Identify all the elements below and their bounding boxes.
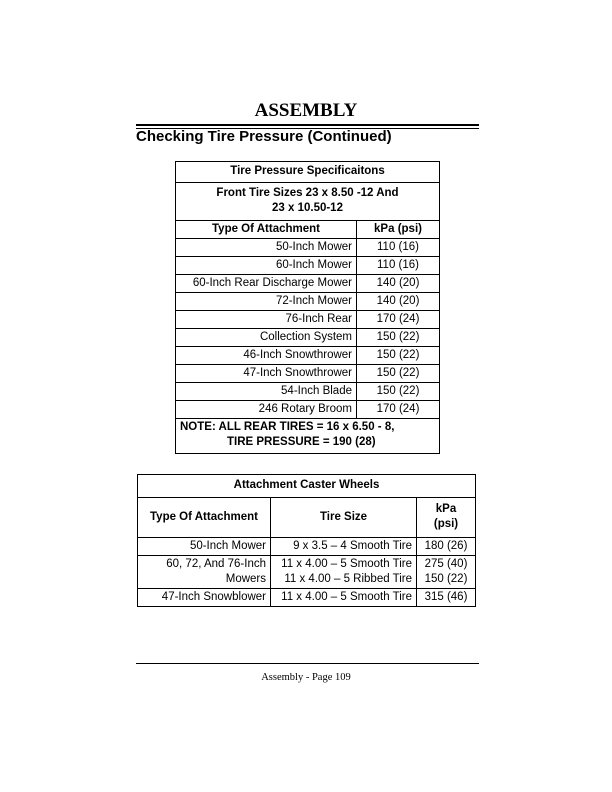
tire-pressure-spec-table bbox=[175, 161, 440, 454]
table-row bbox=[176, 329, 440, 347]
table-row bbox=[176, 311, 440, 329]
page-header: ASSEMBLY bbox=[254, 100, 358, 121]
attachment-text: Mowers bbox=[225, 573, 266, 585]
pressure-cell: 150 (22) bbox=[357, 329, 440, 347]
spec-table-title: Tire Pressure Specificaitons bbox=[176, 162, 440, 183]
attachment-cell bbox=[138, 589, 271, 607]
attachment-cell: 46-Inch Snowthrower bbox=[176, 347, 357, 365]
kpa-text: 275 (40) bbox=[424, 558, 468, 570]
table-row bbox=[176, 239, 440, 257]
note-line1: NOTE: ALL REAR TIRES = 16 x 6.50 - 8, bbox=[180, 421, 395, 433]
table-row bbox=[176, 383, 440, 401]
kpa-text: 180 (26) bbox=[424, 540, 468, 552]
tire-size-text: 11 x 4.00 – 5 Smooth Tire bbox=[281, 558, 412, 570]
note-line2: TIRE PRESSURE = 190 (28) bbox=[227, 436, 376, 448]
attachment-text: 50-Inch Mower bbox=[189, 540, 266, 552]
table-row bbox=[138, 538, 476, 556]
attachment-cell: 72-Inch Mower bbox=[176, 293, 357, 311]
tire-size-cell bbox=[271, 556, 417, 589]
attachment-cell: 76-Inch Rear bbox=[176, 311, 357, 329]
kpa-header-line2: (psi) bbox=[433, 518, 459, 530]
header-rule-thick bbox=[136, 124, 479, 126]
pressure-cell: 110 (16) bbox=[357, 257, 440, 275]
tire-size-cell bbox=[271, 589, 417, 607]
pressure-cell: 150 (22) bbox=[357, 365, 440, 383]
kpa-cell bbox=[417, 589, 476, 607]
table-row bbox=[176, 257, 440, 275]
attachment-cell: 54-Inch Blade bbox=[176, 383, 357, 401]
table-row bbox=[176, 275, 440, 293]
spec-subtitle-line1: Front Tire Sizes 23 x 8.50 -12 And bbox=[216, 187, 399, 199]
page-footer: Assembly - Page 109 bbox=[261, 672, 351, 683]
attachment-cell: 60-Inch Rear Discharge Mower bbox=[176, 275, 357, 293]
pressure-cell: 110 (16) bbox=[357, 239, 440, 257]
table-row bbox=[138, 589, 476, 607]
attachment-text: 60, 72, And 76-Inch bbox=[166, 558, 266, 570]
pressure-cell: 170 (24) bbox=[357, 401, 440, 419]
attachment-cell: Collection System bbox=[176, 329, 357, 347]
caster-wheels-table bbox=[137, 474, 476, 607]
pressure-cell: 150 (22) bbox=[357, 347, 440, 365]
column-header-attachment: Type Of Attachment bbox=[138, 498, 271, 538]
column-header-pressure: kPa (psi) bbox=[357, 221, 440, 239]
pressure-cell: 170 (24) bbox=[357, 311, 440, 329]
attachment-cell: 60-Inch Mower bbox=[176, 257, 357, 275]
kpa-text: 150 (22) bbox=[424, 573, 468, 585]
pressure-cell: 140 (20) bbox=[357, 293, 440, 311]
kpa-cell bbox=[417, 538, 476, 556]
kpa-header-line1: kPa bbox=[435, 503, 457, 515]
spec-table-subtitle bbox=[176, 183, 440, 221]
column-header-attachment: Type Of Attachment bbox=[176, 221, 357, 239]
footer-rule bbox=[136, 663, 479, 664]
kpa-cell bbox=[417, 556, 476, 589]
table-row bbox=[176, 401, 440, 419]
kpa-text: 315 (46) bbox=[424, 591, 468, 603]
attachment-cell bbox=[138, 538, 271, 556]
attachment-cell bbox=[138, 556, 271, 589]
section-title: Checking Tire Pressure (Continued) bbox=[136, 128, 392, 145]
column-header-tire-size: Tire Size bbox=[271, 498, 417, 538]
pressure-cell: 140 (20) bbox=[357, 275, 440, 293]
pressure-cell: 150 (22) bbox=[357, 383, 440, 401]
tire-size-text: 9 x 3.5 – 4 Smooth Tire bbox=[293, 540, 412, 552]
tire-size-text: 11 x 4.00 – 5 Ribbed Tire bbox=[284, 573, 412, 585]
attachment-cell: 47-Inch Snowthrower bbox=[176, 365, 357, 383]
table-row bbox=[176, 293, 440, 311]
attachment-text: 47-Inch Snowblower bbox=[161, 591, 266, 603]
attachment-cell: 246 Rotary Broom bbox=[176, 401, 357, 419]
attachment-cell: 50-Inch Mower bbox=[176, 239, 357, 257]
spec-subtitle-line2: 23 x 10.50-12 bbox=[272, 202, 343, 214]
table-row bbox=[176, 347, 440, 365]
table-row bbox=[138, 556, 476, 589]
caster-table-title: Attachment Caster Wheels bbox=[138, 475, 476, 498]
tire-size-cell bbox=[271, 538, 417, 556]
column-header-kpa bbox=[417, 498, 476, 538]
tire-size-text: 11 x 4.00 – 5 Smooth Tire bbox=[281, 591, 412, 603]
table-row bbox=[176, 365, 440, 383]
rear-tire-note bbox=[176, 419, 440, 454]
